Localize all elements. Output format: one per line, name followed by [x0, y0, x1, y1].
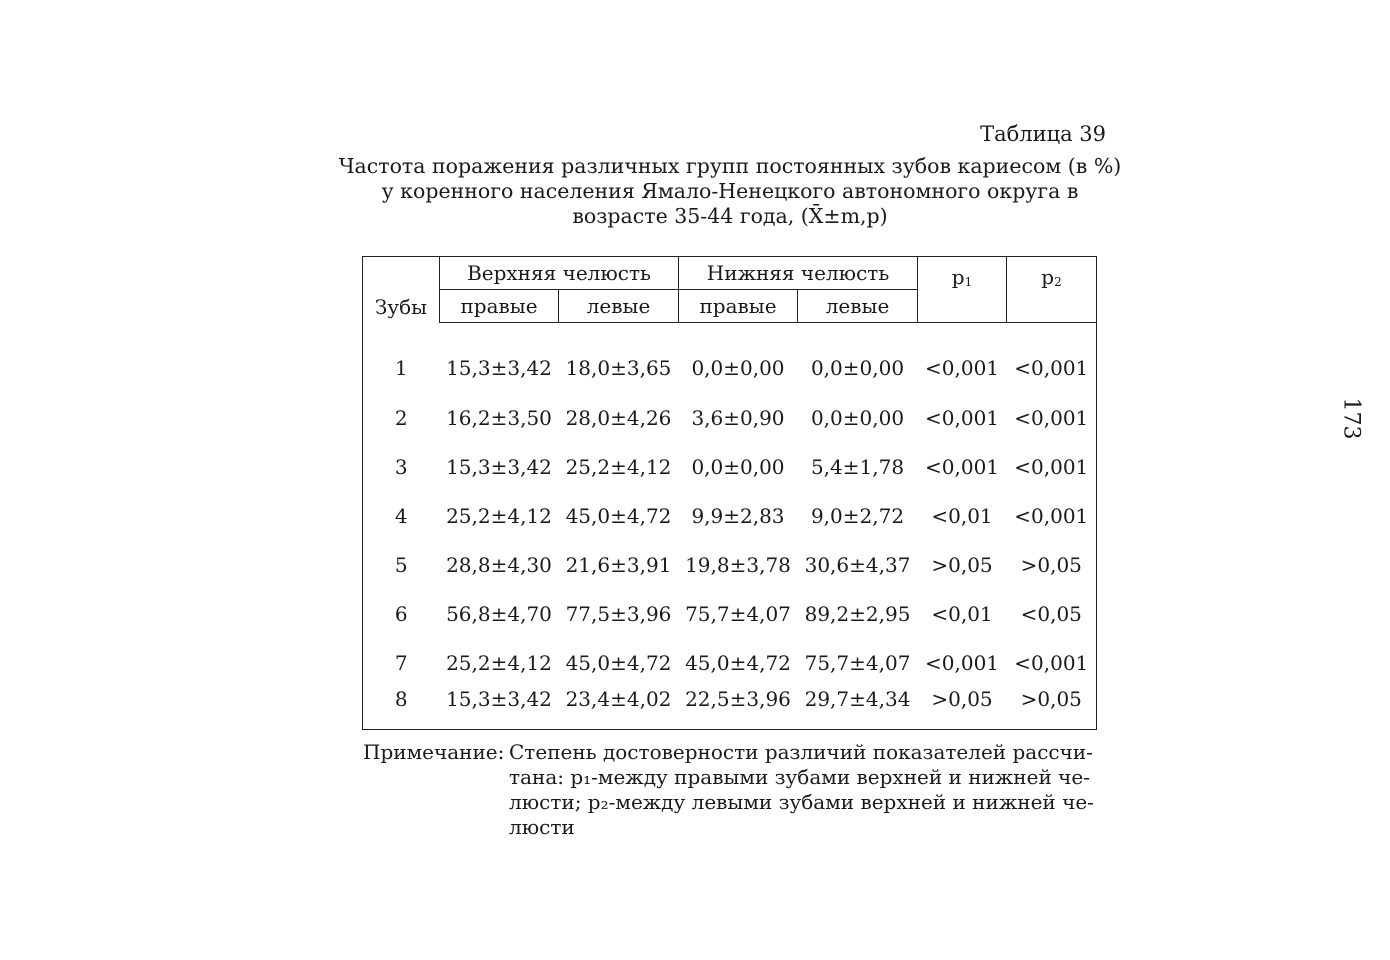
note-line: тана: p₁-между правыми зубами верхней и нижней че- [509, 765, 1090, 789]
table-cell: 25,2±4,12 [565, 454, 672, 479]
table-caption [300, 154, 1160, 229]
table-cell: 45,0±4,72 [565, 650, 672, 675]
table-cell: 28,0±4,26 [565, 405, 672, 430]
table-cell: 15,3±3,42 [446, 687, 552, 711]
table-cell: 5,4±1,78 [810, 454, 905, 479]
table-cell: 29,7±4,34 [804, 687, 911, 711]
table-cell: 77,5±3,96 [565, 601, 672, 626]
table-cell: <0,001 [925, 356, 1000, 380]
tooth-number-cell: 6 [394, 601, 408, 626]
table-cell: 75,7±4,07 [685, 601, 791, 626]
table-cell: 19,8±3,78 [685, 552, 791, 577]
tooth-number-cell: 7 [394, 650, 408, 675]
table-cell: 15,3±3,42 [446, 356, 552, 380]
table-cell: 22,5±3,96 [685, 687, 791, 711]
tooth-number-cell: 5 [394, 552, 408, 577]
table-number: Таблица 39 [980, 122, 1106, 146]
table-row [363, 323, 1097, 394]
table-cell: <0,001 [1014, 356, 1089, 380]
table-cell: <0,001 [1014, 405, 1089, 430]
table-cell: <0,001 [1014, 650, 1089, 675]
note-label: Примечание: [363, 740, 505, 764]
table-cell: 16,2±3,50 [446, 405, 552, 430]
table-cell: <0,001 [925, 650, 1000, 675]
table-row [363, 540, 1097, 589]
table-cell: <0,01 [931, 601, 993, 626]
table-cell: 25,2±4,12 [446, 650, 552, 675]
note-text [509, 740, 1099, 840]
header-upper-jaw: Верхняя челюсть [440, 257, 679, 290]
tooth-number-cell: 3 [394, 454, 408, 479]
table-cell: >0,05 [1020, 687, 1082, 711]
table-row [363, 687, 1097, 730]
table-row [363, 393, 1097, 442]
table-cell: 28,8±4,30 [446, 552, 552, 577]
table-cell: <0,001 [925, 454, 1000, 479]
caption-line: у коренного населения Ямало-Ненецкого автономного округа в [381, 179, 1079, 203]
tooth-number-cell: 4 [394, 503, 408, 528]
table-cell: 9,9±2,83 [691, 503, 785, 528]
table-row [363, 638, 1097, 687]
table-cell: 89,2±2,95 [804, 601, 911, 626]
table-cell: >0,05 [931, 687, 993, 711]
header-lower-left: левые [798, 290, 918, 323]
table-cell: 25,2±4,12 [446, 503, 552, 528]
page-number: 173 [1338, 397, 1364, 440]
table-row [363, 442, 1097, 491]
table-cell: >0,05 [1020, 552, 1082, 577]
table-cell: 0,0±0,00 [810, 356, 905, 380]
table-cell: <0,001 [925, 405, 1000, 430]
table-cell: <0,01 [931, 503, 993, 528]
table-cell: 45,0±4,72 [685, 650, 791, 675]
table-cell: 45,0±4,72 [565, 503, 672, 528]
caries-frequency-table [362, 256, 1097, 730]
header-p2: $p_2$ [1007, 257, 1097, 323]
table-cell: 75,7±4,07 [804, 650, 911, 675]
table-row [363, 491, 1097, 540]
table-cell: 21,6±3,91 [565, 552, 672, 577]
tooth-number-cell: 8 [394, 687, 408, 711]
table-cell: 18,0±3,65 [565, 356, 672, 380]
note-line: люсти; p₂-между левыми зубами верхней и нижней че- [509, 790, 1094, 814]
tooth-number-cell: 1 [394, 355, 408, 380]
header-lower-jaw: Нижняя челюсть [679, 257, 918, 290]
table-cell: <0,05 [1020, 601, 1082, 626]
table-cell: 56,8±4,70 [446, 601, 552, 626]
tooth-number-cell: 2 [394, 405, 408, 430]
note-line: люсти [509, 815, 575, 839]
table-cell: <0,001 [1014, 503, 1089, 528]
header-teeth: Зубы [374, 294, 428, 319]
header-upper-left: левые [559, 290, 679, 323]
table-cell: 23,4±4,02 [565, 687, 672, 711]
table-cell: 0,0±0,00 [691, 356, 785, 380]
table-row [363, 589, 1097, 638]
table-cell: 0,0±0,00 [691, 454, 785, 479]
header-lower-right: правые [679, 290, 798, 323]
caption-line: Частота поражения различных групп постоянных зубов кариесом (в %) [338, 154, 1122, 178]
header-upper-right: правые [440, 290, 559, 323]
caption-line: возрасте 35-44 года, (X̄±m,p) [572, 204, 888, 228]
note-line: Степень достоверности различий показателей рассчи- [509, 740, 1093, 764]
table-cell: >0,05 [931, 552, 993, 577]
table-cell: 0,0±0,00 [810, 405, 905, 430]
table-cell: 3,6±0,90 [691, 405, 785, 430]
table-cell: 9,0±2,72 [810, 503, 905, 528]
table-cell: <0,001 [1014, 454, 1089, 479]
table-cell: 30,6±4,37 [804, 552, 911, 577]
table-cell: 15,3±3,42 [446, 454, 552, 479]
header-p1: $p_1$ [918, 257, 1007, 323]
